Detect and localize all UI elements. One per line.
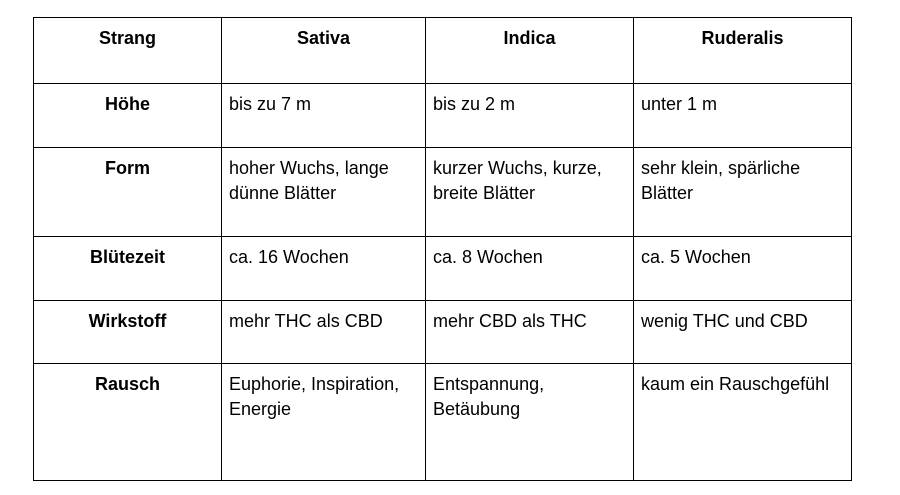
row-label: Wirkstoff [34,301,222,364]
table-cell: ca. 8 Wochen [426,237,634,301]
table-cell: bis zu 7 m [222,84,426,148]
table-row [34,237,852,301]
table-cell: hoher Wuchs, lange dünne Blätter [222,148,426,237]
table-cell: mehr THC als CBD [222,301,426,364]
row-label: Höhe [34,84,222,148]
row-label: Form [34,148,222,237]
table-row [34,301,852,364]
strain-comparison-table [33,17,852,481]
table-row [34,148,852,237]
header-ruderalis: Ruderalis [634,18,852,84]
table-cell: sehr klein, spärliche Blätter [634,148,852,237]
table-cell: kurzer Wuchs, kurze, breite Blätter [426,148,634,237]
table-cell: ca. 16 Wochen [222,237,426,301]
header-sativa: Sativa [222,18,426,84]
table-cell: Entspannung, Betäubung [426,364,634,481]
table-cell: mehr CBD als THC [426,301,634,364]
header-strang: Strang [34,18,222,84]
table-cell: Euphorie, Inspiration, Energie [222,364,426,481]
table-cell: ca. 5 Wochen [634,237,852,301]
table-cell: bis zu 2 m [426,84,634,148]
table-header-row [34,18,852,84]
header-indica: Indica [426,18,634,84]
table-cell: unter 1 m [634,84,852,148]
table-row [34,84,852,148]
table-row [34,364,852,481]
table-cell: wenig THC und CBD [634,301,852,364]
row-label: Rausch [34,364,222,481]
table-cell: kaum ein Rauschgefühl [634,364,852,481]
row-label: Blütezeit [34,237,222,301]
